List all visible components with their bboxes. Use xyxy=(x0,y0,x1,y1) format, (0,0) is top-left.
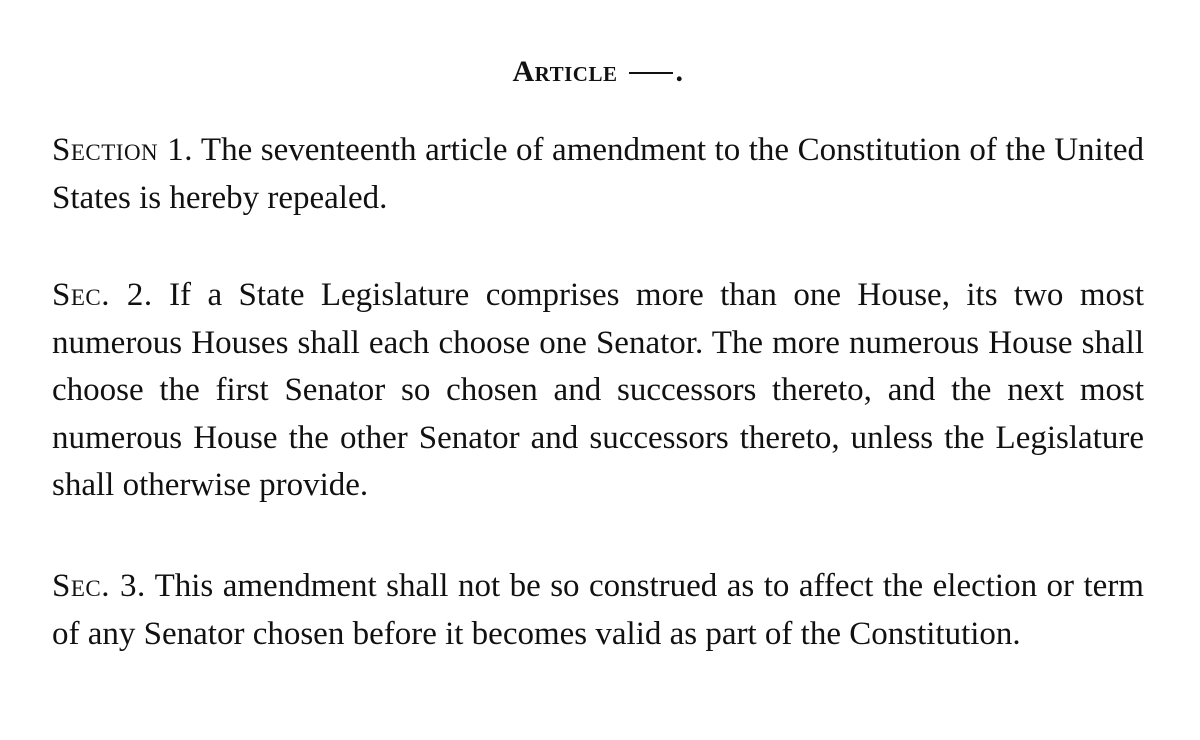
article-heading-period: . xyxy=(675,55,684,89)
section-2-text: If a State Legislature comprises more than one House, its two most numerous Houses shall each choose one Senator. The more numerous House shall choose the first Senator so chosen and successors thereto, and the next most numerous House the other Senator and successors thereto, unless the Legislature shall otherwise provide. xyxy=(52,277,1145,503)
section-1-paragraph xyxy=(52,127,1144,222)
article-number-blank xyxy=(629,72,673,74)
section-3-text: This amendment shall not be so construed as to affect the election or term of any Senator chosen before it becomes valid as part of the Constitution. xyxy=(52,568,1144,652)
section-3-paragraph xyxy=(52,563,1144,658)
article-label: Article xyxy=(512,55,618,89)
section-2-heading: Sec. 2. xyxy=(52,277,153,313)
section-1-heading: Section 1. xyxy=(52,132,193,168)
section-1-text: The seventeenth article of amendment to the Constitution of the United States is hereby repealed. xyxy=(52,132,1145,216)
article-heading xyxy=(52,52,1144,92)
section-3-heading: Sec. 3. xyxy=(52,568,146,604)
section-2-paragraph xyxy=(52,272,1144,510)
document-page xyxy=(52,0,1144,740)
